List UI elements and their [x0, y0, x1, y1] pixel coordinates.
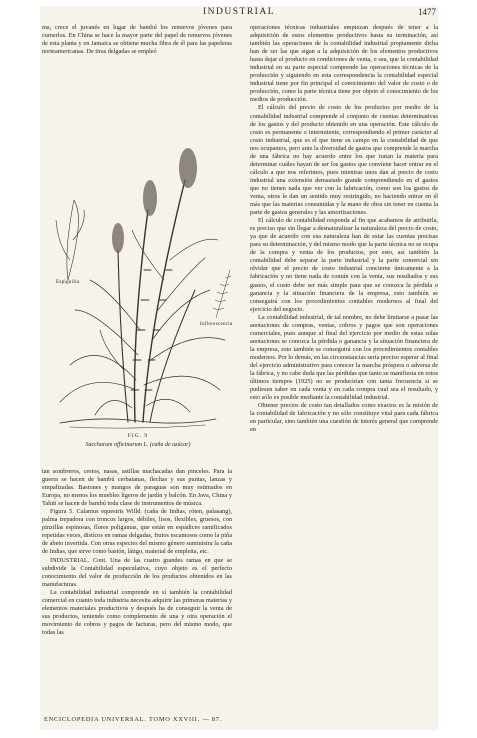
paragraph: La contabilidad industrial, de tal nombre, no debe limitarse a pasar las anotaciones de compras, ventas, cobros y pagos que son operaciones comerciales, pues aunque al final del ejercicio por medio de estas solas anotaciones se conozca la pérdida o ganancia y la situación financiera de la empresa, esto también se conseguirá con los procedimientos contables modernos. Por lo demás, en las circunstancias sería preciso esperar al final del ejercicio administrativo para conocer la marcha próspera o adversa de la fábrica, y no cabe duda que las pérdidas que tanto se manifiesta en estos últimos tiempos (1925) no se producirían con tanta frecuencia si se pudiesen saber en cada venta y en cada compra cual sea el resultado, y esto sólo es posible mediante la contabilidad industrial. [250, 313, 438, 402]
plant-figure [40, 140, 236, 460]
page-number: 1477 [418, 7, 436, 17]
left-column-top [42, 24, 232, 56]
paragraph: ma, crece el juvanés en lugar de bambú los renuevos jóvenes para cumerlos. En China se hace la mayor parte del papel de renuevos jóvenes de esta planta y en Jamaica se obtiene mucha fibra de él para las papeleras norteamericanas. De tiras delgadas se empleó [42, 24, 232, 56]
running-header [40, 6, 438, 24]
paragraph: La contabilidad industrial comprende en sí también la contabilidad comercial en cuanto toda industria necesita adquirir las primeras materias y elementos materiales productivos y después ha de conseguir la venta de sus productos, teniendo como complemento de una y otra operación el movimiento de cobros y pagos de facturas, pero del mismo modo, que todas las [42, 588, 232, 636]
paragraph: operaciones técnicas industriales empiezan después de tener a la adquisición de estos elementos productivos hasta su terminación, así también las operaciones de la contabilidad industrial propiamente dicha han de ser las que sigan a la adquisición de los elementos productivos hasta dejar el producto en condiciones de venta, o sea, que la contabilidad industrial en su parte especial comprende las operaciones técnicas de la producción y siguiendo en esta correspondencia la contabilidad especial industrial tiene por fin principal el conocimiento del valor de costo o de producción, como la parte técnica tiene por objeto el conocimiento de los medios de producción. [250, 24, 438, 104]
paragraph: INDUSTRIAL. Cont. Una de las cuatro grandes ramas en que se subdivide la Contabilidad especulativa, cuyo objeto es el perfecto conocimiento del valor de producción de los productos obtenidos en las manufacturas. [42, 556, 232, 588]
figure-label-inflorescence: Inflorescencia [200, 322, 233, 327]
figure-caption: Saccharum officinarum L. (caña de azúcar) [85, 442, 191, 448]
running-title: INDUSTRIAL [203, 7, 275, 17]
encyclopedia-page [40, 6, 438, 730]
sugarcane-illustration [40, 140, 236, 432]
right-column [250, 24, 438, 434]
paragraph: El cálculo del precio de costo de los productos por medio de la contabilidad industrial comprende el conjunto de cuentas determinativas de los gastos y del producto obtenido en una operación. Este cálculo de costo es permanente o intermitente, correspondiendo el primer carácter al costo industrial, que es el que tiene su campo en la contabilidad de que nos ocupamos, pero ante la diversidad de gastos que comprende la marcha de una fábrica no hay acuerdo entre los que tratan la materia para determinar cuáles hayan de ser los gastos que conviene hacer entrar en el cálculo a que nos referimos, pues mientras unos dan al precio de costo industrial una extensión demasiado grande comprendiendo en el gastos que no tienen nada que ver con la fabricación, como son los gastos de venta, otros le dan un sentido muy restringido, no haciendo entrar en él más que las materias consumidas y la mano de obra sin tener en cuenta la parte de gastos generales y las amortizaciones. [250, 104, 438, 217]
figure-label-spikelet: Espiguilla [56, 280, 80, 285]
paragraph: Figura 5. Calamus equestris Willd. (caña de Indias, róten, palasang), palma trepadora con troncos largos, débiles, lisos, flexibles, gruesos, con pinzillas espinosas, flores poligamas, que están en espádices ramificados repetidas veces, distícos en ramas delgadas, frutos escamosos como la piña de abeto invertida. Con otras especies del mismo género suministra la caña de Indias, que sirve como bastón, látigo, material de empleita, etc. [42, 508, 232, 556]
left-column-bottom [42, 468, 232, 637]
paragraph: Obtener precios de costo tan detallados como exactos es la misión de la contabilidad de fabricación y no sólo constituye vital para cada fábrica en particular, sino también una cuestión de interés general que comprende en [250, 402, 438, 434]
paragraph: tan sombreros, cestos, nasas, astillas machacadas dan pinceles. Para la guerra se hacen de bambú cerbatanas, flechas y sus puntas, lanzas y empalizadas. Bastones y mangos de paraguas son muy estimados en Europa, no menos los muebles ligeros de jardín y balcón. En Java, China y Tahití se hacen de bambú toda clase de instrumentos de música. [42, 468, 232, 508]
page-footer: ENCICLOPEDIA UNIVERSAL. TOMO XXVIII. — 87. [44, 716, 223, 723]
figure-number: FIG. 9 [127, 433, 149, 439]
paragraph: El cálculo de contabilidad responda al fin que acabamos de atribuirla, es preciso que sin llegar a desnaturalizar la naturaleza del precio de costo, ya que de acuerdo con esa naturaleza han de estar las cuentas precisas para su determinación, y del mismo modo que la parte técnica no se ocupa de la compra y venta de los productos, por esto, así también la contabilidad debe separar la parte industrial y la parte comercial sin olvidar que el precio de costo industrial concierne únicamente a la fabricación y no tiene nada de común con la venta, sus resultados y sus gastos, el costo debe ser más simple para que se conozca la pérdida o ganancia y la situación financiera de la empresa, esto también se conseguirá con los procedimientos contables modernos al final del ejercicio del negocio. [250, 217, 438, 313]
